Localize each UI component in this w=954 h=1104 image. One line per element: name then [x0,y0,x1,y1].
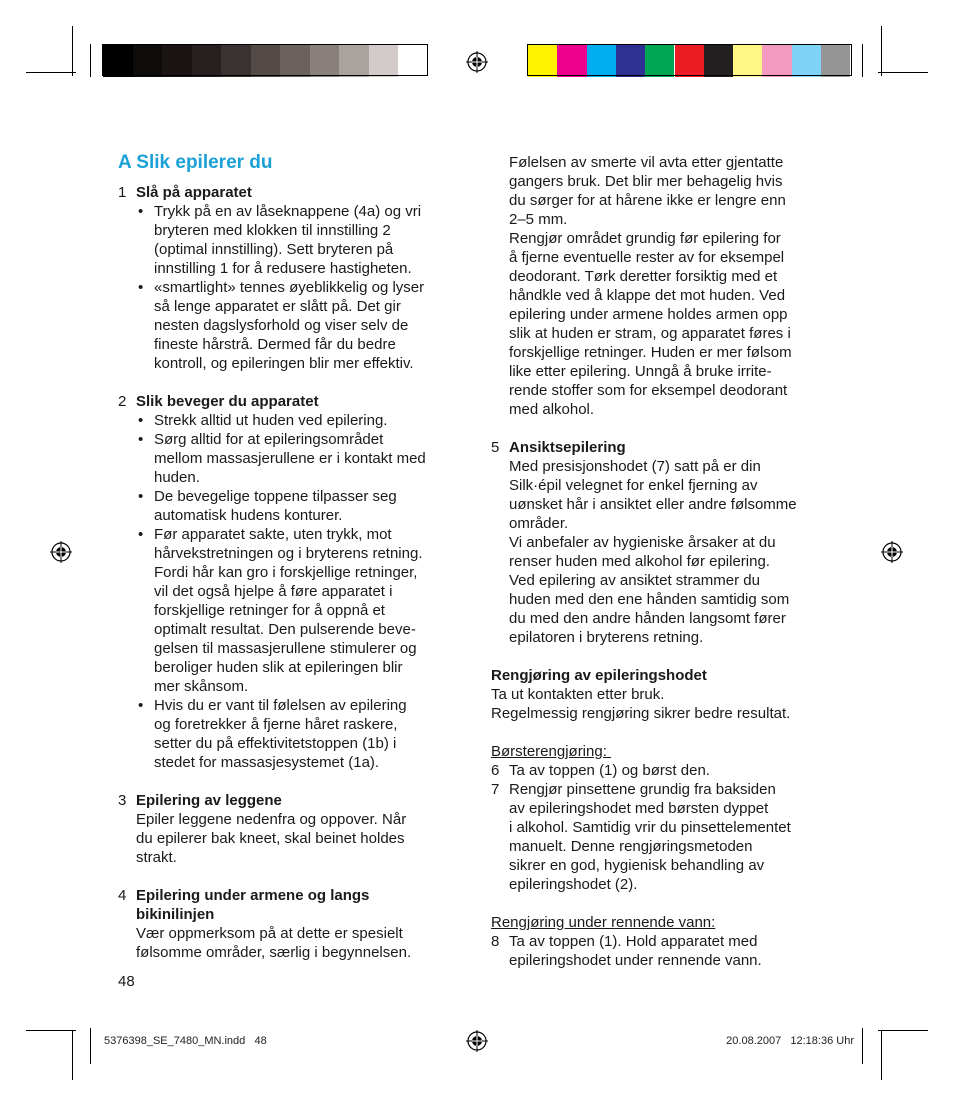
text-line: (optimal innstilling). Sett bryteren på [154,241,394,258]
text-line: Med presisjonshodet (7) satt på er din [509,458,761,475]
cleaning-section [491,666,841,723]
text-line: du med den andre hånden langsomt fører [509,610,786,627]
left-column [118,183,478,962]
section-4 [118,886,478,962]
section-title: bikinilinjen [136,906,215,923]
bullet-item [136,430,478,487]
crop-mark [878,1030,928,1031]
bullet-item [136,411,478,430]
text-line: setter du på effektivitetstoppen (1b) i [154,735,397,752]
text-line: håndkle ved å klappe det mot huden. Ved [509,287,786,304]
crop-mark [90,1028,91,1064]
section-2 [118,392,478,772]
registration-mark-icon [466,51,488,73]
text-line: gangers bruk. Det blir mer behagelig hvis [509,173,783,190]
text-line: Regelmessig rengjøring sikrer bedre resultat. [491,705,791,722]
text-line: Ta ut kontakten etter bruk. [491,686,665,703]
step-6 [491,761,841,780]
text-line: • Trykk på en av låseknappene (4a) og vri [154,203,422,220]
text-line: automatisk hudens konturer. [154,507,343,524]
page-number: 48 [118,973,135,990]
text-line: stedet for massasjesystemet (1a). [154,754,380,771]
crop-mark [878,72,928,73]
text-line: beroliger huden slik at epileringen blir [154,659,403,676]
text-line: Ta av toppen (1) og børst den. [509,762,710,779]
text-line: så lenge apparatet er slått på. Det gir [154,298,401,315]
brush-cleaning-section [491,742,841,894]
footer-timestamp: 20.08.2007 12:18:36 Uhr [726,1035,854,1047]
text-line: rende stoffer som for eksempel deodorant [509,382,788,399]
bullet-list [136,411,478,772]
text-line: Vær oppmerksom på at dette er spesielt [136,925,403,942]
step-number: 4 [118,887,127,904]
text-line: • Før apparatet sakte, uten trykk, mot [154,526,392,543]
footer-file-info [104,1035,267,1047]
right-column [491,153,841,970]
text-line: mer skånsom. [154,678,249,695]
text-line: • Strekk alltid ut huden ved epilering. [154,412,388,429]
file-page-number: 48 [254,1035,267,1047]
crop-mark [862,44,863,77]
step-8 [491,932,841,970]
text-line: huden. [154,469,200,486]
crop-mark [72,26,73,76]
text-line: Ved epilering av ansiktet strammer du [509,572,760,589]
text-line: Epiler leggene nedenfra og oppover. Når [136,811,407,828]
text-line: følsomme områder, særlig i begynnelsen. [136,944,412,961]
crop-mark [72,1030,73,1080]
text-line: nesten dagslysforhold og viser selv de [154,317,409,334]
section-5 [491,438,841,647]
crop-mark [26,72,76,73]
text-line: Vi anbefaler av hygieniske årsaker at du [509,534,776,551]
file-name: 5376398_SE_7480_MN.indd [104,1035,246,1047]
crop-mark [90,44,91,77]
text-line: innstilling 1 for å redusere hastigheten. [154,260,412,277]
section-title: Rengjøring av epileringshodet [491,667,707,684]
bullet-item [136,278,478,373]
text-line: gelsen til massasjerullene stimulerer og [154,640,417,657]
step-number: 6 [491,762,500,779]
process-color-bar-border [527,44,852,76]
text-line: bryteren med klokken til innstilling 2 [154,222,391,239]
text-line: med alkohol. [509,401,595,418]
text-line: uønsket hår i ansiktet eller andre følsomme [509,496,797,513]
page-heading: A Slik epilerer du [118,152,273,173]
text-line: renser huden med alkohol før epilering. [509,553,770,570]
text-line: strakt. [136,849,177,866]
registration-mark-icon [466,1030,488,1052]
subsection-label: Rengjøring under rennende vann: [491,914,716,931]
text-line: epilatoren i bryterens retning. [509,629,704,646]
text-line: av epileringshodet med børsten dyppet [509,800,769,817]
section-title: Slå på apparatet [136,184,252,201]
text-line: kontroll, og epileringen blir mer effektiv. [154,355,414,372]
bullet-list [136,202,478,373]
section-title: Epilering under armene og langs [136,887,370,904]
crop-mark [881,26,882,76]
registration-mark-icon [50,541,72,563]
text-line: • Hvis du er vant til følelsen av epilering [154,697,407,714]
text-line: • Sørg alltid for at epileringsområdet [154,431,384,448]
greyscale-bar-border [102,44,428,76]
text-line: like etter epilering. Unngå å bruke irrite- [509,363,772,380]
crop-mark [862,1028,863,1064]
step-number: 5 [491,439,500,456]
text-line: Rengjør pinsettene grundig fra baksiden [509,781,776,798]
text-line: vil det også hjelpe å føre apparatet i [154,583,393,600]
text-line: epileringshodet under rennende vann. [509,952,762,969]
text-line: Ta av toppen (1). Hold apparatet med [509,933,758,950]
text-line: å fjerne eventuelle rester av for eksempel [509,249,785,266]
step-number: 8 [491,933,500,950]
text-line: Rengjør området grundig før epilering for [509,230,781,247]
step-number: 7 [491,781,500,798]
section-3 [118,791,478,867]
section-title: Epilering av leggene [136,792,282,809]
text-line: epileringshodet (2). [509,876,638,893]
text-line: i alkohol. Samtidig vrir du pinsettelementet [509,819,791,836]
step-number: 1 [118,184,127,201]
section-title: Slik beveger du apparatet [136,393,319,410]
text-line: fineste hårstrå. Dermed får du bedre [154,336,396,353]
text-line: Følelsen av smerte vil avta etter gjentatte [509,154,784,171]
step-number: 3 [118,792,127,809]
text-line: • De bevegelige toppene tilpasser seg [154,488,397,505]
text-line: 2–5 mm. [509,211,568,228]
text-line: og foretrekker å fjerne håret raskere, [154,716,398,733]
section-title: Ansiktsepilering [509,439,626,456]
section-1 [118,183,478,373]
text-line: mellom massasjerullene er i kontakt med [154,450,426,467]
text-line: Silk·épil velegnet for enkel fjerning av [509,477,758,494]
text-line: sikrer en god, hygienisk behandling av [509,857,765,874]
text-line: slik at huden er stram, og apparatet føres i [509,325,791,342]
bullet-item [136,525,478,696]
text-line: epilering under armene holdes armen opp [509,306,788,323]
text-line: deodorant. Tørk deretter forsiktig med et [509,268,778,285]
text-line: Fordi hår kan gro i forskjellige retninger, [154,564,418,581]
text-line: huden med den ene hånden samtidig som [509,591,790,608]
bullet-item [136,696,478,772]
text-line: forskjellige retninger for å oppnå et [154,602,385,619]
subsection-label: Børsterengjøring: [491,743,612,760]
water-cleaning-section [491,913,841,970]
text-line: du sørger for at hårene ikke er lengre enn [509,192,786,209]
crop-mark [26,1030,76,1031]
text-line: du epilerer bak kneet, skal beinet holdes [136,830,405,847]
text-line: områder. [509,515,569,532]
bullet-item [136,202,478,278]
text-line: hårvekstretningen og i bryterens retning. [154,545,423,562]
registration-mark-icon [881,541,903,563]
crop-mark [881,1030,882,1080]
text-line: manuelt. Denne rengjøringsmetoden [509,838,753,855]
step-number: 2 [118,393,127,410]
text-line: • «smartlight» tennes øyeblikkelig og lyser [154,279,425,296]
text-line: forskjellige retninger. Huden er mer følsom [509,344,792,361]
text-line: optimalt resultat. Den pulserende beve- [154,621,416,638]
bullet-item [136,487,478,525]
section-4-continued [491,153,841,419]
step-7 [491,780,841,894]
